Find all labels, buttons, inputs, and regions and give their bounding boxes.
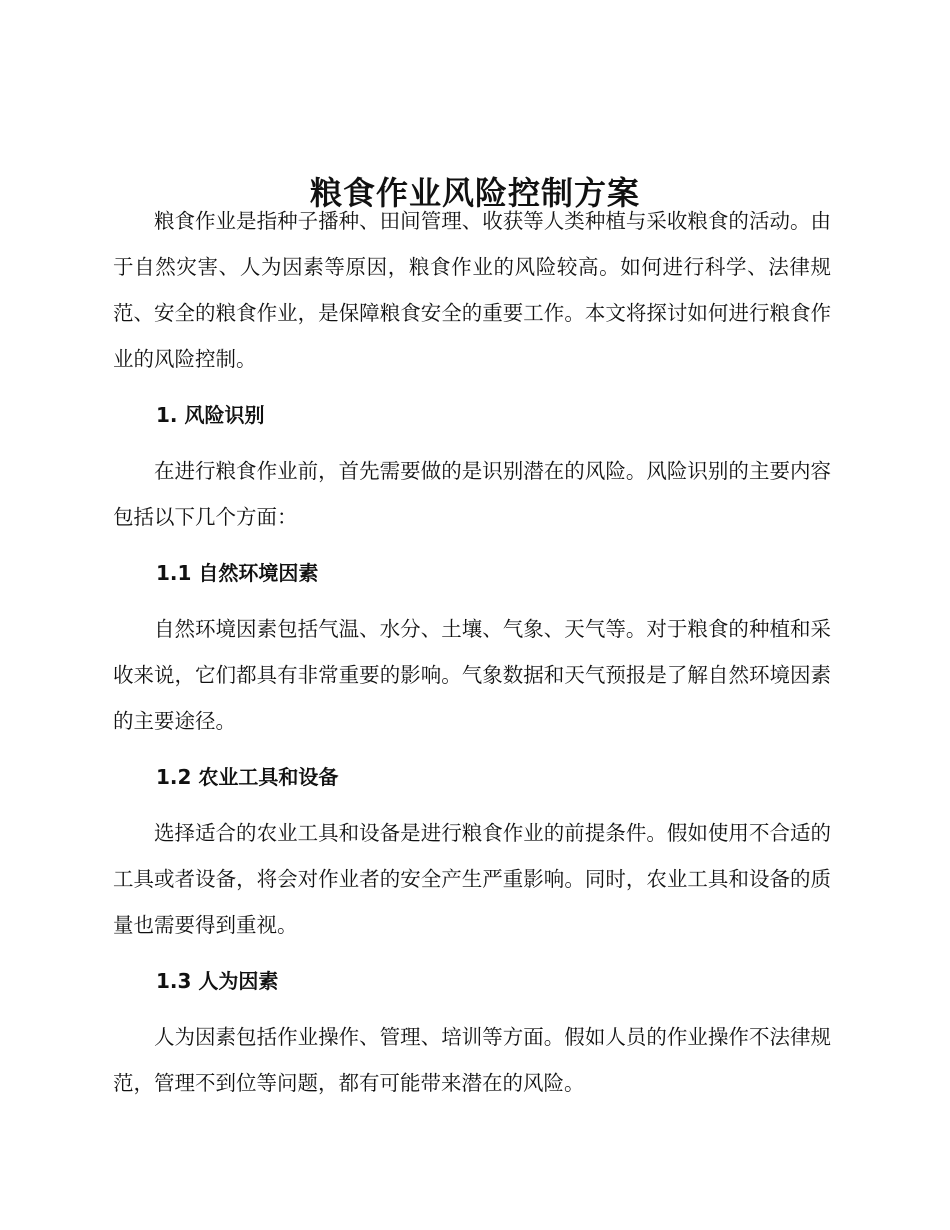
section-paragraph-natural-environment: 自然环境因素包括气温、水分、土壤、气象、天气等。对于粮食的种植和采收来说，它们都具有非常重要的影响。气象数据和天气预报是了解自然环境因素的主要途径。	[113, 617, 831, 733]
document-body	[113, 198, 831, 1106]
section-heading-natural-environment: 1.1 自然环境因素	[156, 561, 319, 585]
section-paragraph-human-factors: 人为因素包括作业操作、管理、培训等方面。假如人员的作业操作不法律规范，管理不到位等问题，都有可能带来潜在的风险。	[113, 1025, 831, 1095]
section-paragraph-tools-equipment: 选择适合的农业工具和设备是进行粮食作业的前提条件。假如使用不合适的工具或者设备，将会对作业者的安全产生严重影响。同时，农业工具和设备的质量也需要得到重视。	[113, 821, 831, 937]
section-heading-risk-identification: 1. 风险识别	[156, 403, 265, 427]
intro-paragraph: 粮食作业是指种子播种、田间管理、收获等人类种植与采收粮食的活动。由于自然灾害、人为因素等原因，粮食作业的风险较高。如何进行科学、法律规范、安全的粮食作业，是保障粮食安全的重要工作。本文将探讨如何进行粮食作业的风险控制。	[113, 209, 831, 371]
section-heading-tools-equipment: 1.2 农业工具和设备	[156, 765, 339, 789]
section-heading-human-factors: 1.3 人为因素	[156, 969, 279, 993]
section-paragraph-risk-identification: 在进行粮食作业前，首先需要做的是识别潜在的风险。风险识别的主要内容包括以下几个方面：	[113, 459, 831, 529]
page-title: 粮食作业风险控制方案	[309, 174, 640, 213]
